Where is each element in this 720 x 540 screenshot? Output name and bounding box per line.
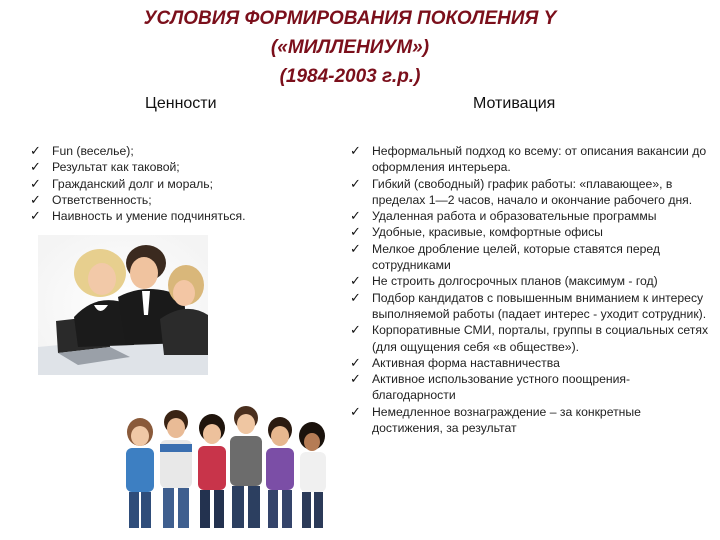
checkmark-icon: ✓ <box>30 175 41 191</box>
motivation-list-item <box>350 176 710 209</box>
checkmark-icon: ✓ <box>350 289 361 305</box>
values-item-text: Гражданский долг и мораль; <box>52 176 213 191</box>
values-list-item <box>30 208 300 224</box>
motivation-list <box>350 143 710 436</box>
checkmark-icon: ✓ <box>30 159 41 175</box>
motivation-list-item <box>350 241 710 274</box>
checkmark-icon: ✓ <box>350 354 361 370</box>
motivation-item-text: Немедленное вознаграждение – за конкретные достижения, за результат <box>372 404 641 436</box>
checkmark-icon: ✓ <box>350 224 361 240</box>
checkmark-icon: ✓ <box>350 273 361 289</box>
office-workers-photo <box>38 235 208 375</box>
checkmark-icon: ✓ <box>350 371 361 387</box>
values-list-item <box>30 143 300 159</box>
values-list-item <box>30 176 300 192</box>
young-people-group-photo <box>118 392 328 532</box>
checkmark-icon: ✓ <box>350 175 361 191</box>
values-list <box>30 143 300 224</box>
values-item-text: Ответственность; <box>52 192 152 207</box>
checkmark-icon: ✓ <box>30 143 41 158</box>
motivation-list-item <box>350 273 710 289</box>
motivation-item-text: Подбор кандидатов с повышенным вниманием к интересу выполняемой работы (падает интерес - уходит сотрудник). <box>372 290 707 321</box>
title-line-1: УСЛОВИЯ ФОРМИРОВАНИЯ ПОКОЛЕНИЯ Y <box>143 8 557 29</box>
motivation-list-item <box>350 224 710 240</box>
motivation-item-text: Неформальный подход ко всему: от описания вакансии до оформления интерьера. <box>372 144 707 175</box>
motivation-item-text: Гибкий (свободный) график работы: «плавающее», в пределах 1—2 часов, начало и окончание рабочего дня. <box>372 176 693 207</box>
motivation-list-item <box>350 290 710 323</box>
motivation-list-item <box>350 404 710 437</box>
motivation-item-text: Активная форма наставничества <box>372 355 560 370</box>
motivation-list-item <box>350 208 710 224</box>
checkmark-icon: ✓ <box>350 240 361 256</box>
motivation-item-text: Активное использование устного поощрения-благодарности <box>372 372 631 403</box>
motivation-list-item <box>350 322 710 355</box>
checkmark-icon: ✓ <box>350 403 361 419</box>
motivation-item-text: Не строить долгосрочных планов (максимум - год) <box>372 274 658 289</box>
motivation-list-item <box>350 143 710 176</box>
title-line-2: («МИЛЛЕНИУМ») <box>270 37 430 58</box>
checkmark-icon: ✓ <box>350 322 361 338</box>
motivation-heading: Мотивация <box>473 95 556 112</box>
motivation-item-text: Удобные, красивые, комфортные офисы <box>372 225 603 240</box>
title-line-3: (1984-2003 г.р.) <box>279 66 421 87</box>
motivation-item-text: Корпоративные СМИ, порталы, группы в социальных сетях (для ощущения себя «в обществе»). <box>372 323 709 354</box>
checkmark-icon: ✓ <box>30 208 41 224</box>
checkmark-icon: ✓ <box>350 208 361 224</box>
motivation-item-text: Мелкое дробление целей, которые ставятся перед сотрудниками <box>372 241 661 273</box>
checkmark-icon: ✓ <box>30 191 41 207</box>
motivation-list-item <box>350 371 710 404</box>
motivation-item-text: Удаленная работа и образовательные программы <box>372 209 657 224</box>
page-title <box>70 4 630 91</box>
values-heading: Ценности <box>145 95 217 112</box>
checkmark-icon: ✓ <box>350 143 361 158</box>
values-list-item <box>30 159 300 175</box>
values-item-text: Наивность и умение подчиняться. <box>52 209 246 224</box>
values-item-text: Результат как таковой; <box>52 160 180 175</box>
values-list-item <box>30 192 300 208</box>
motivation-list-item <box>350 355 710 371</box>
values-item-text: Fun (веселье); <box>52 144 134 158</box>
